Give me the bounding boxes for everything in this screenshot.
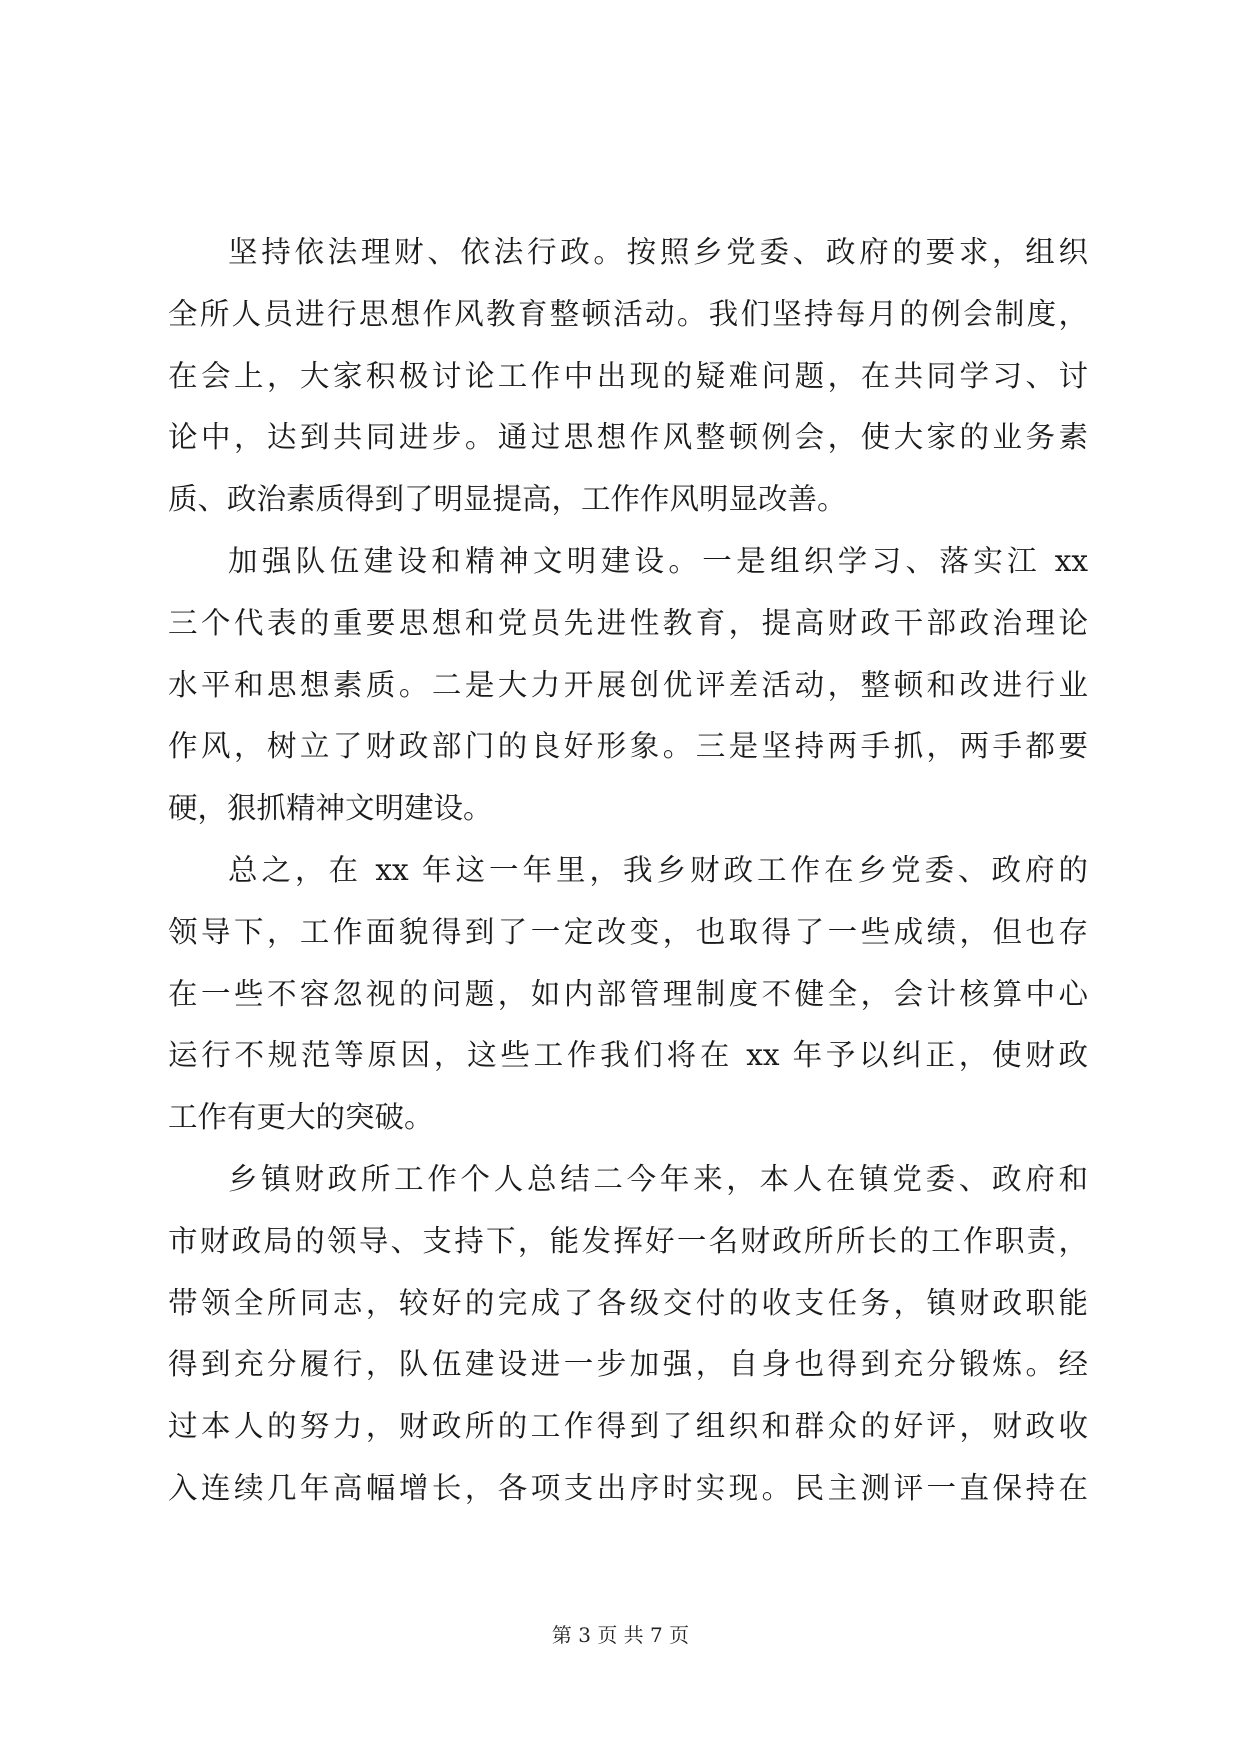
text-line: 在一些不容忽视的问题，如内部管理制度不健全，会计核算中心 <box>168 976 1088 1011</box>
page-footer <box>0 1619 1241 1648</box>
text-line: 总之，在 xx 年这一年里，我乡财政工作在乡党委、政府的 <box>228 852 1088 887</box>
text-line: 得到充分履行，队伍建设进一步加强，自身也得到充分锻炼。经 <box>168 1347 1088 1382</box>
paragraph-2 <box>168 531 1088 840</box>
paragraph-1 <box>168 222 1088 531</box>
text-line: 论中，达到共同进步。通过思想作风整顿例会，使大家的业务素 <box>168 420 1088 455</box>
text-line: 硬，狠抓精神文明建设。 <box>168 791 493 826</box>
text-line: 坚持依法理财、依法行政。按照乡党委、政府的要求，组织 <box>228 235 1088 269</box>
text-line: 作风，树立了财政部门的良好形象。三是坚持两手抓，两手都要 <box>168 729 1088 764</box>
text-line: 全所人员进行思想作风教育整顿活动。我们坚持每月的例会制度， <box>168 296 1088 331</box>
text-line: 市财政局的领导、支持下，能发挥好一名财政所所长的工作职责， <box>168 1223 1088 1258</box>
document-body <box>168 222 1088 1520</box>
text-line: 工作有更大的突破。 <box>168 1100 434 1135</box>
text-line: 在会上，大家积极讨论工作中出现的疑难问题，在共同学习、讨 <box>168 358 1088 393</box>
text-line: 三个代表的重要思想和党员先进性教育，提高财政干部政治理论 <box>168 605 1088 640</box>
text-line: 领导下，工作面貌得到了一定改变，也取得了一些成绩，但也存 <box>168 914 1088 949</box>
text-line: 加强队伍建设和精神文明建设。一是组织学习、落实江 xx <box>228 543 1088 578</box>
paragraph-4 <box>168 1149 1088 1520</box>
text-line: 过本人的努力，财政所的工作得到了组织和群众的好评，财政收 <box>168 1409 1088 1444</box>
text-line: 运行不规范等原因，这些工作我们将在 xx 年予以纠正，使财政 <box>168 1038 1088 1073</box>
page-number: 第 3 页 共 7 页 <box>551 1623 690 1647</box>
paragraph-3 <box>168 840 1088 1149</box>
text-line: 水平和思想素质。二是大力开展创优评差活动，整顿和改进行业 <box>168 667 1088 702</box>
text-line: 质、政治素质得到了明显提高，工作作风明显改善。 <box>168 482 847 517</box>
text-line: 入连续几年高幅增长，各项支出序时实现。民主测评一直保持在 <box>168 1470 1088 1505</box>
text-line: 带领全所同志，较好的完成了各级交付的收支任务，镇财政职能 <box>168 1285 1088 1320</box>
text-line: 乡镇财政所工作个人总结二今年来，本人在镇党委、政府和 <box>228 1161 1088 1196</box>
